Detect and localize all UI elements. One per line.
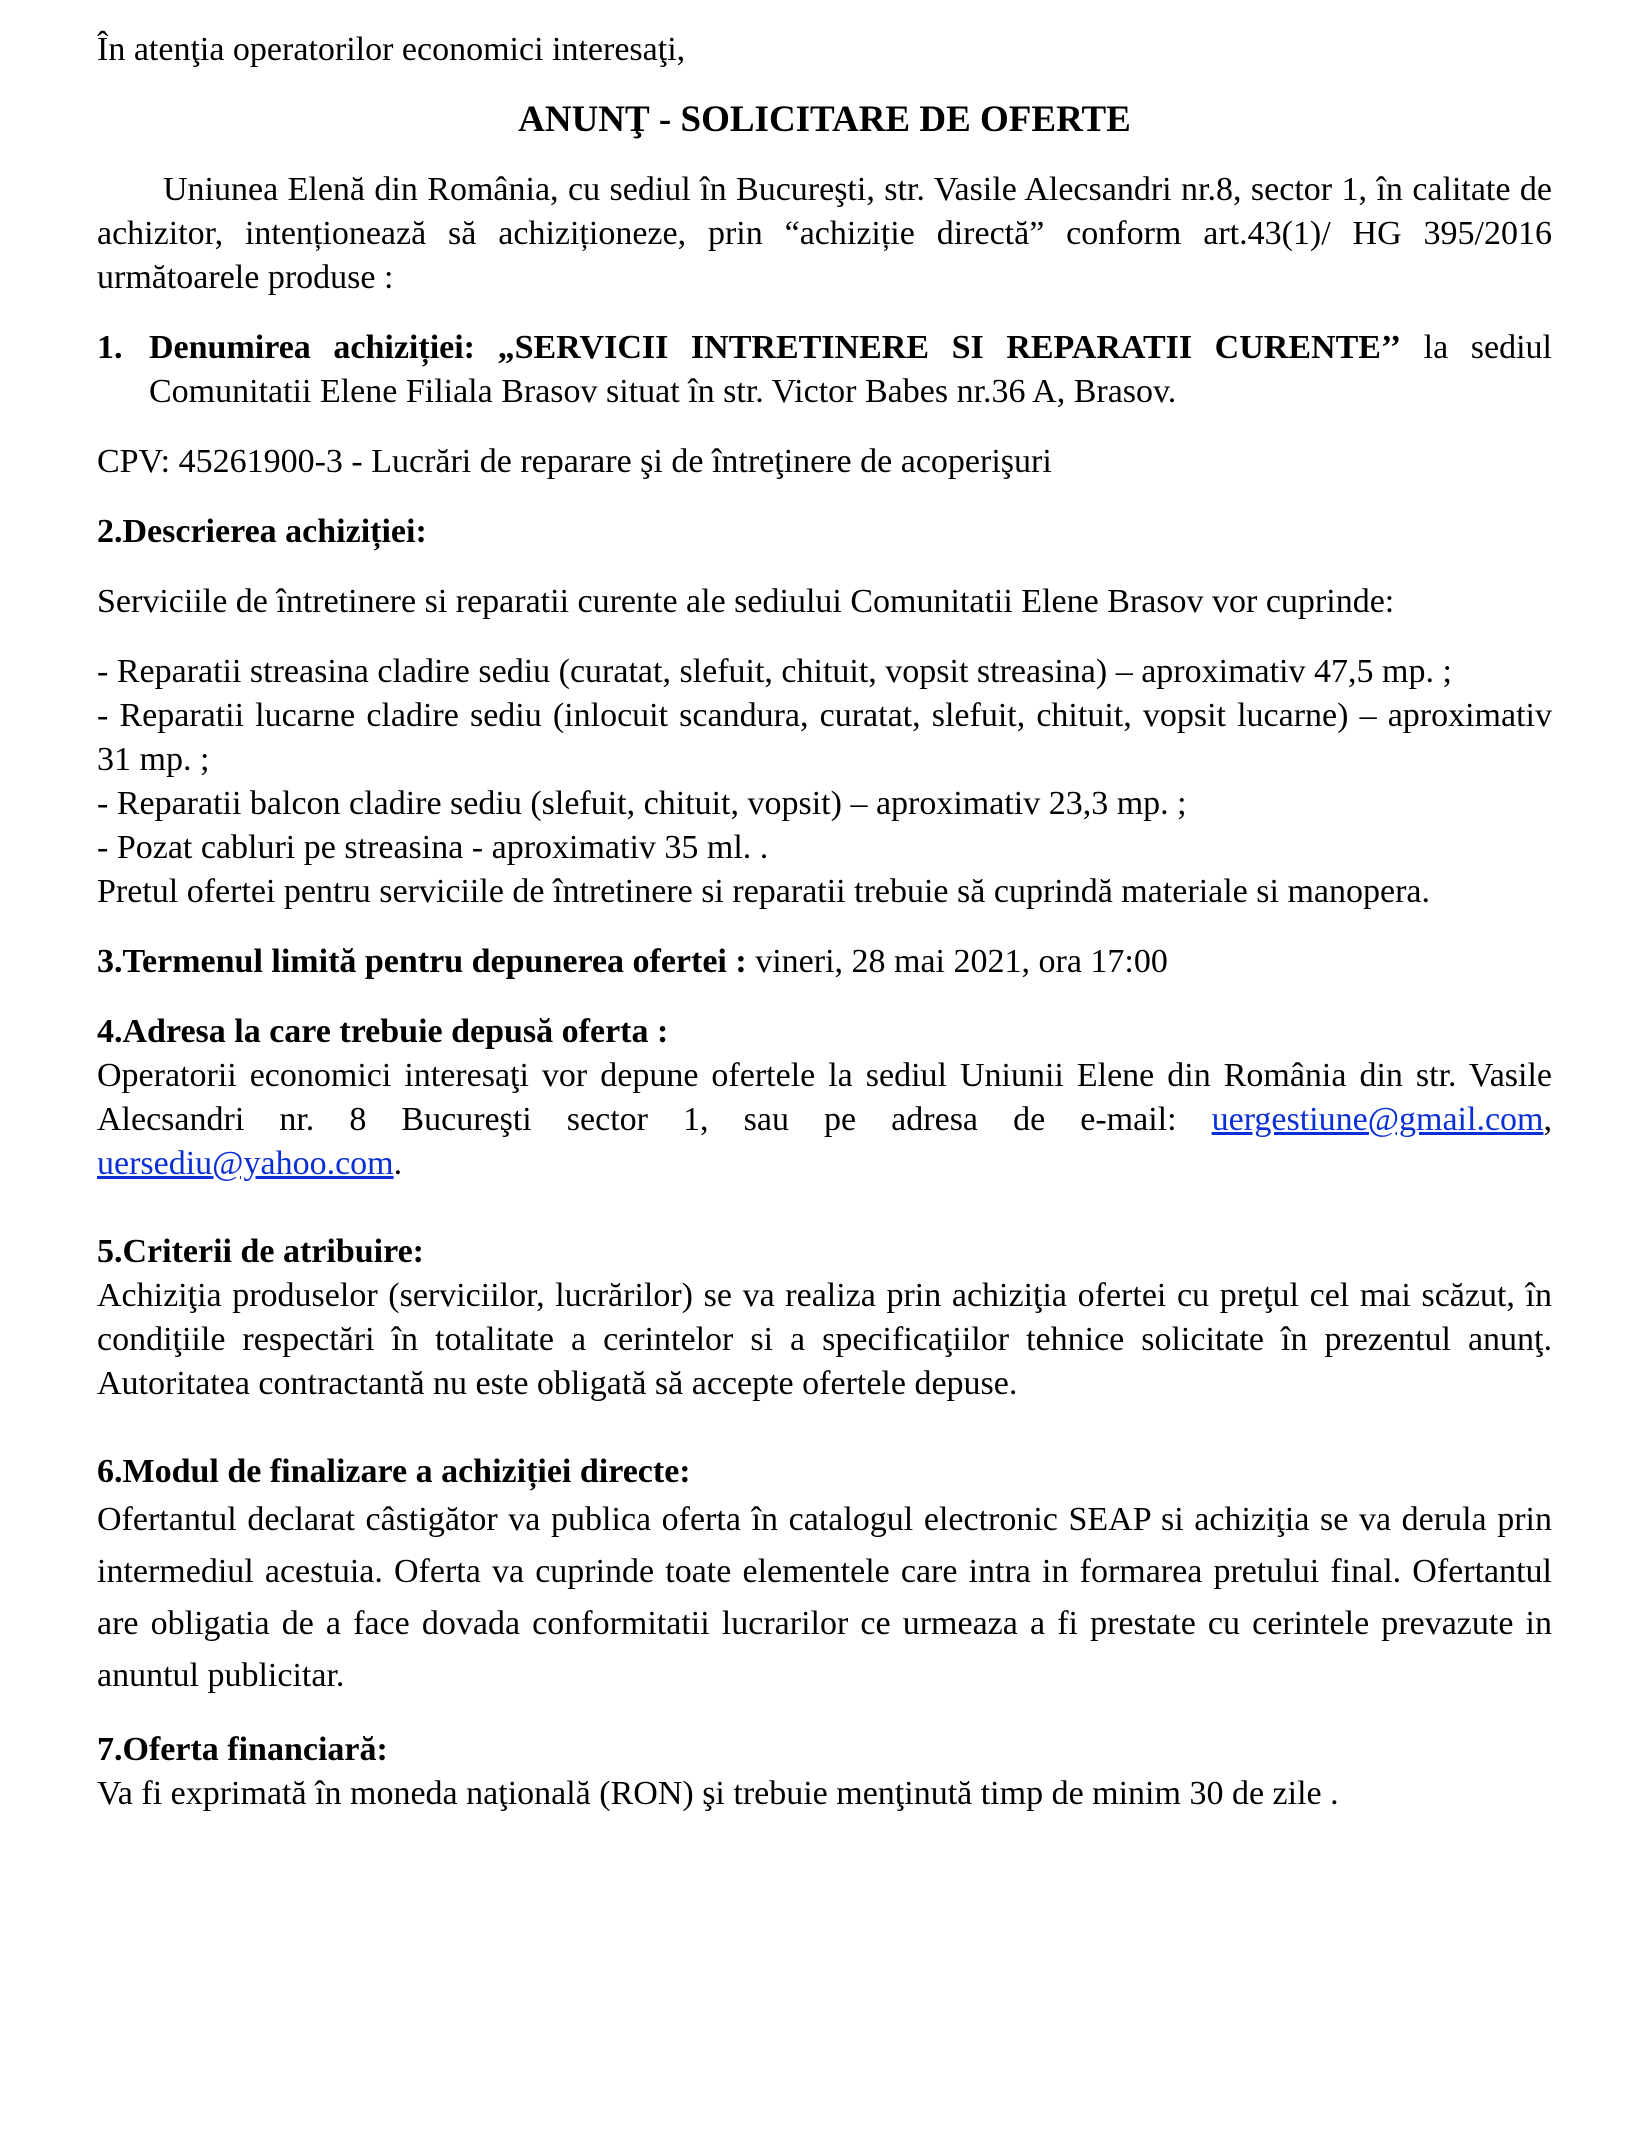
section-7-heading: 7.Oferta financiară: bbox=[97, 1731, 388, 1768]
section-4-text bbox=[97, 1054, 1552, 1186]
works-list bbox=[97, 650, 1552, 914]
email-separator: , bbox=[1543, 1101, 1552, 1138]
list-item: - Reparatii streasina cladire sediu (curatat, slefuit, chituit, vopsit streasina) – aproximativ 47,5 mp. ; bbox=[97, 653, 1452, 690]
section-1-rest: la sediul Comunitatii Elene Filiala Brasov situat în str. Victor Babes nr.36 A, Brasov. bbox=[149, 329, 1552, 410]
section-1 bbox=[97, 326, 1552, 414]
section-2-heading: 2.Descrierea achiziției: bbox=[97, 513, 427, 550]
deadline-value: vineri, 28 mai 2021, ora 17:00 bbox=[755, 943, 1168, 980]
section-5 bbox=[97, 1230, 1552, 1406]
section-2-intro: Serviciile de întretinere si reparatii curente ale sediului Comunitatii Elene Brasov vor cuprinde: bbox=[97, 583, 1395, 620]
announcement bbox=[97, 28, 1552, 1816]
section-1-body bbox=[149, 326, 1552, 414]
greeting: În atenţia operatorilor economici interesaţi, bbox=[97, 31, 686, 68]
section-6-heading: 6.Modul de finalizare a achiziției directe: bbox=[97, 1453, 691, 1490]
intro-paragraph: Uniunea Elenă din România, cu sediul în Bucureşti, str. Vasile Alecsandri nr.8, sector 1, în calitate de achizitor, intenționează să achiziționeze, prin “achiziție directă” conform art.43(1)/ HG 395/2016 următoarele produse : bbox=[97, 171, 1552, 296]
section-7-text: Va fi exprimată în moneda naţională (RON) şi trebuie menţinută timp de minim 30 de zile . bbox=[97, 1775, 1339, 1812]
section-5-text: Achiziţia produselor (serviciilor, lucrărilor) se va realiza prin achiziţia ofertei cu preţul cel mai scăzut, în condiţiile respectări în totalitate a cerintelor si a specificaţiilor tehnice solicitate în prezentul anunţ. Autoritatea contractantă nu este obligată să accepte ofertele depuse. bbox=[97, 1277, 1552, 1402]
section-7 bbox=[97, 1728, 1552, 1816]
section-6 bbox=[97, 1450, 1552, 1702]
section-3 bbox=[97, 940, 1552, 984]
acquisition-name: „SERVICII INTRETINERE SI REPARATII CURENTE’’ bbox=[497, 329, 1402, 366]
section-4-end: . bbox=[393, 1145, 403, 1182]
email-link-gestiune[interactable]: uergestiune@gmail.com bbox=[1211, 1101, 1544, 1138]
cpv-code: CPV: 45261900-3 - Lucrări de reparare şi de întreţinere de acoperişuri bbox=[97, 443, 1052, 480]
section-1-label: Denumirea achiziției: bbox=[149, 329, 498, 366]
section-1-number: 1. bbox=[97, 329, 123, 366]
list-item: - Reparatii lucarne cladire sediu (inlocuit scandura, curatat, slefuit, chituit, vopsit lucarne) – aproximativ 31 mp. ; bbox=[97, 697, 1552, 778]
email-link-sediu[interactable]: uersediu@yahoo.com bbox=[97, 1145, 394, 1182]
section-5-heading: 5.Criterii de atribuire: bbox=[97, 1233, 425, 1270]
list-item: - Reparatii balcon cladire sediu (slefuit, chituit, vopsit) – aproximativ 23,3 mp. ; bbox=[97, 785, 1187, 822]
section-3-heading: 3.Termenul limită pentru depunerea ofertei : bbox=[97, 943, 756, 980]
section-6-text: Ofertantul declarat câstigător va publica oferta în catalogul electronic SEAP si achiziţia se va derula prin intermediul acestuia. Oferta va cuprinde toate elementele care intra in formarea pretului final. Ofertantul are obligatia de a face dovada conformitatii lucrarilor ce urmeaza a fi prestate cu cerintele prevazute in anuntul publicitar. bbox=[97, 1501, 1552, 1694]
section-2 bbox=[97, 510, 1552, 914]
document-title: ANUNŢ - SOLICITARE DE OFERTE bbox=[518, 99, 1131, 140]
list-item: - Pozat cabluri pe streasina - aproximativ 35 ml. . bbox=[97, 829, 769, 866]
section-4-body: Operatorii economici interesaţi vor depune ofertele la sediul Uniunii Elene din România din str. Vasile Alecsandri nr. 8 Bucureşti sector 1, sau pe adresa de e-mail: bbox=[97, 1057, 1552, 1138]
section-4 bbox=[97, 1010, 1552, 1186]
price-note: Pretul ofertei pentru serviciile de întretinere si reparatii trebuie să cuprindă materiale si manopera. bbox=[97, 873, 1430, 910]
section-4-heading: 4.Adresa la care trebuie depusă oferta : bbox=[97, 1013, 669, 1050]
